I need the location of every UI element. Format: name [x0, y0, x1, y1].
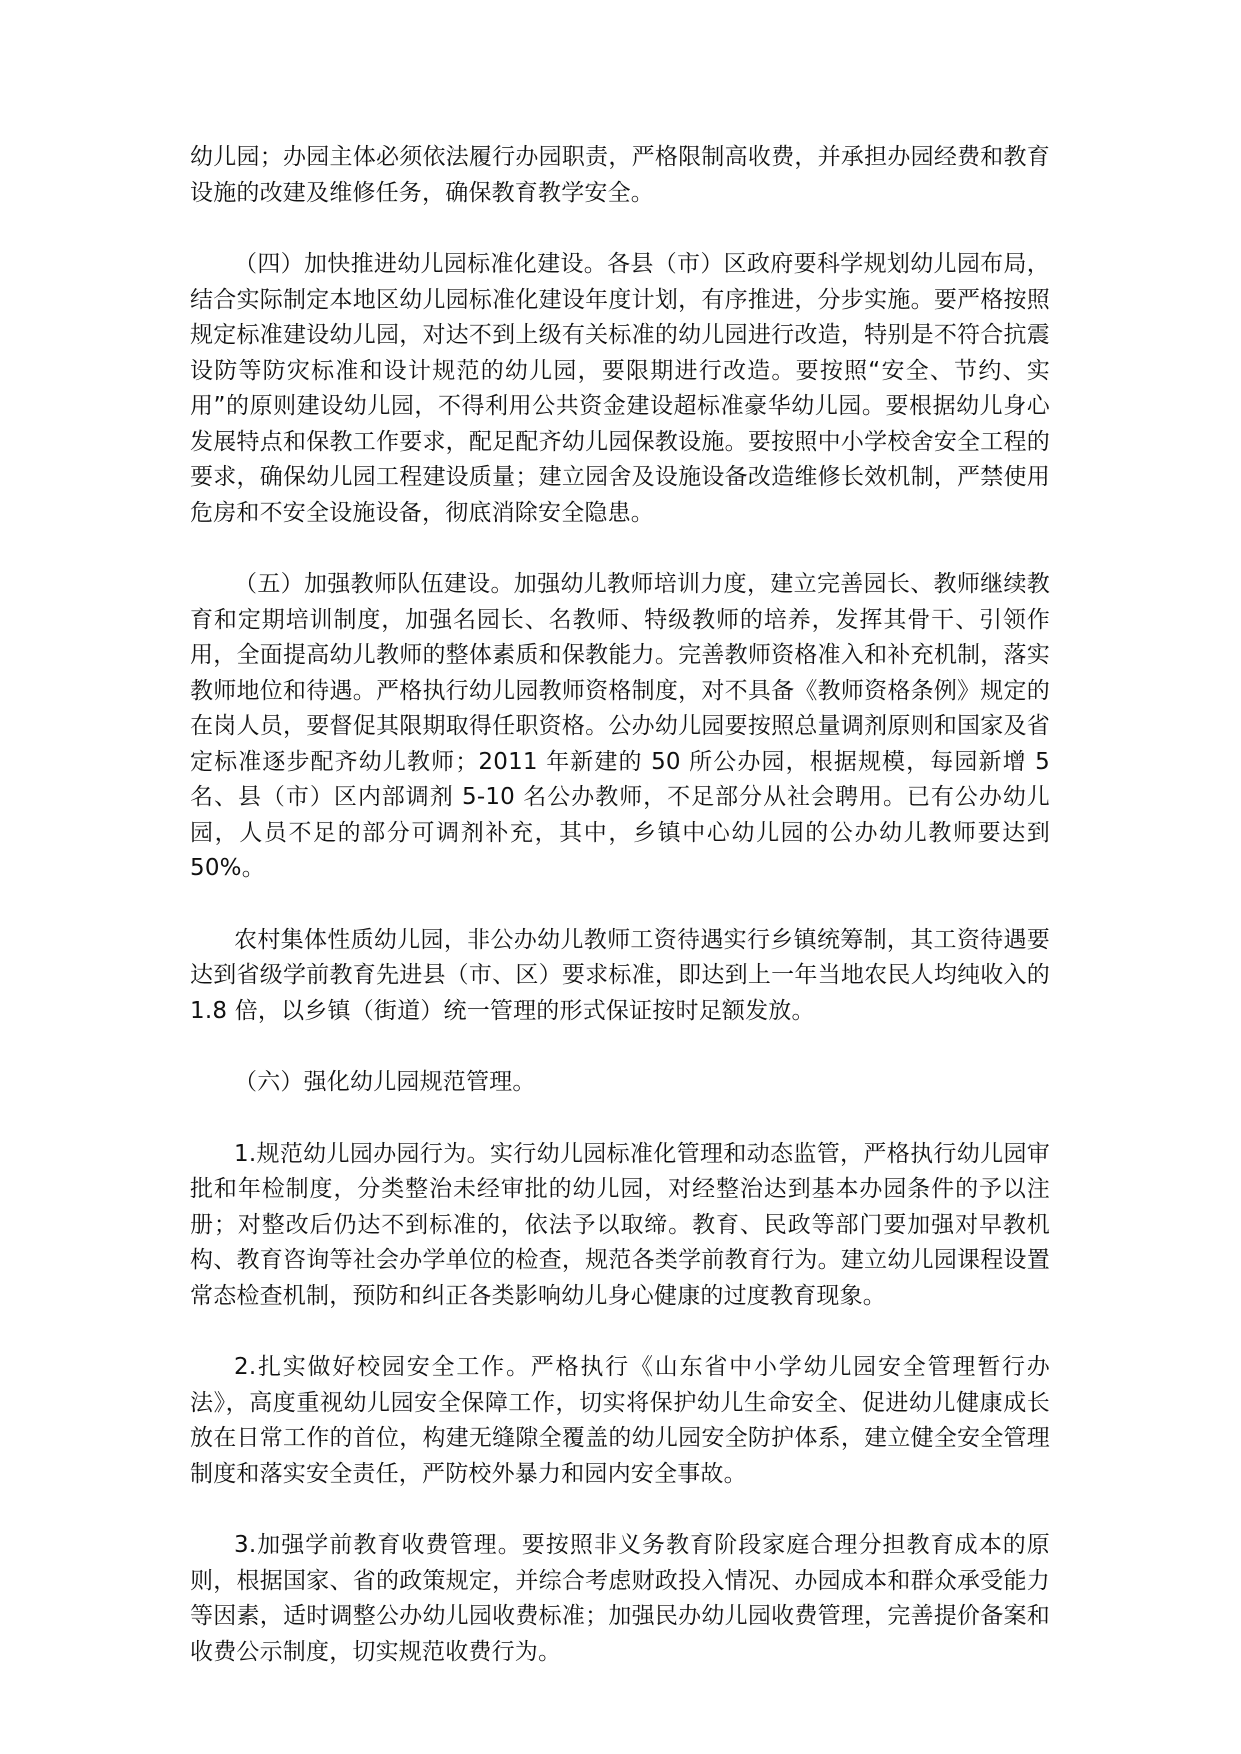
paragraph-item-1-conduct: 1.规范幼儿园办园行为。实行幼儿园标准化管理和动态监管，严格执行幼儿园审批和年检制度，分类整治未经审批的幼儿园，对经整治达到基本办园条件的予以注册；对整改后仍达不到标准的，依法予以取缔。教育、民政等部门要加强对早教机构、教育咨询等社会办学单位的检查，规范各类学前教育行为。建立幼儿园课程设置常态检查机制，预防和纠正各类影响幼儿身心健康的过度教育现象。 — [190, 1140, 1050, 1309]
document-body — [190, 140, 1050, 1670]
paragraph-rural-teacher-salary: 农村集体性质幼儿园，非公办幼儿教师工资待遇实行乡镇统筹制，其工资待遇要达到省级学前教育先进县（市、区）要求标准，即达到上一年当地农民人均纯收入的 1.8 倍，以乡镇（街道）统一管理的形式保证按时足额发放。 — [190, 926, 1050, 1024]
paragraph-school-operator-duties: 幼儿园；办园主体必须依法履行办园职责，严格限制高收费，并承担办园经费和教育设施的改建及维修任务，确保教育教学安全。 — [190, 144, 1050, 206]
paragraph-section-6-heading: （六）强化幼儿园规范管理。 — [234, 1069, 536, 1095]
paragraph-section-5-teachers: （五）加强教师队伍建设。加强幼儿教师培训力度，建立完善园长、教师继续教育和定期培训制度，加强名园长、名教师、特级教师的培养，发挥其骨干、引领作用，全面提高幼儿教师的整体素质和保教能力。完善教师资格准入和补充机制，落实教师地位和待遇。严格执行幼儿园教师资格制度，对不具备《教师资格条例》规定的在岗人员，要督促其限期取得任职资格。公办幼儿园要按照总量调剂原则和国家及省定标准逐步配齐幼儿教师；2011 年新建的 50 所公办园，根据规模，每园新增 5 名、县（市）区内部调剂 5-10 名公办教师，不足部分从社会聘用。已有公办幼儿园，人员不足的部分可调剂补充，其中，乡镇中心幼儿园的公办幼儿教师要达到 50%。 — [190, 571, 1050, 881]
paragraph-item-2-safety: 2.扎实做好校园安全工作。严格执行《山东省中小学幼儿园安全管理暂行办法》，高度重视幼儿园安全保障工作，切实将保护幼儿生命安全、促进幼儿健康成长放在日常工作的首位，构建无缝隙全覆盖的幼儿园安全防护体系，建立健全安全管理制度和落实安全责任，严防校外暴力和园内安全事故。 — [190, 1354, 1050, 1487]
paragraph-item-3-fees: 3.加强学前教育收费管理。要按照非义务教育阶段家庭合理分担教育成本的原则，根据国家、省的政策规定，并综合考虑财政投入情况、办园成本和群众承受能力等因素，适时调整公办幼儿园收费标准；加强民办幼儿园收费管理，完善提价备案和收费公示制度，切实规范收费行为。 — [190, 1532, 1050, 1665]
paragraph-section-4-standardization: （四）加快推进幼儿园标准化建设。各县（市）区政府要科学规划幼儿园布局，结合实际制定本地区幼儿园标准化建设年度计划，有序推进，分步实施。要严格按照规定标准建设幼儿园，对达不到上级有关标准的幼儿园进行改造，特别是不符合抗震设防等防灾标准和设计规范的幼儿园，要限期进行改造。要按照“安全、节约、实用”的原则建设幼儿园，不得利用公共资金建设超标准豪华幼儿园。要根据幼儿身心发展特点和保教工作要求，配足配齐幼儿园保教设施。要按照中小学校舍安全工程的要求，确保幼儿园工程建设质量；建立园舍及设施设备改造维修长效机制，严禁使用危房和不安全设施设备，彻底消除安全隐患。 — [190, 251, 1050, 526]
